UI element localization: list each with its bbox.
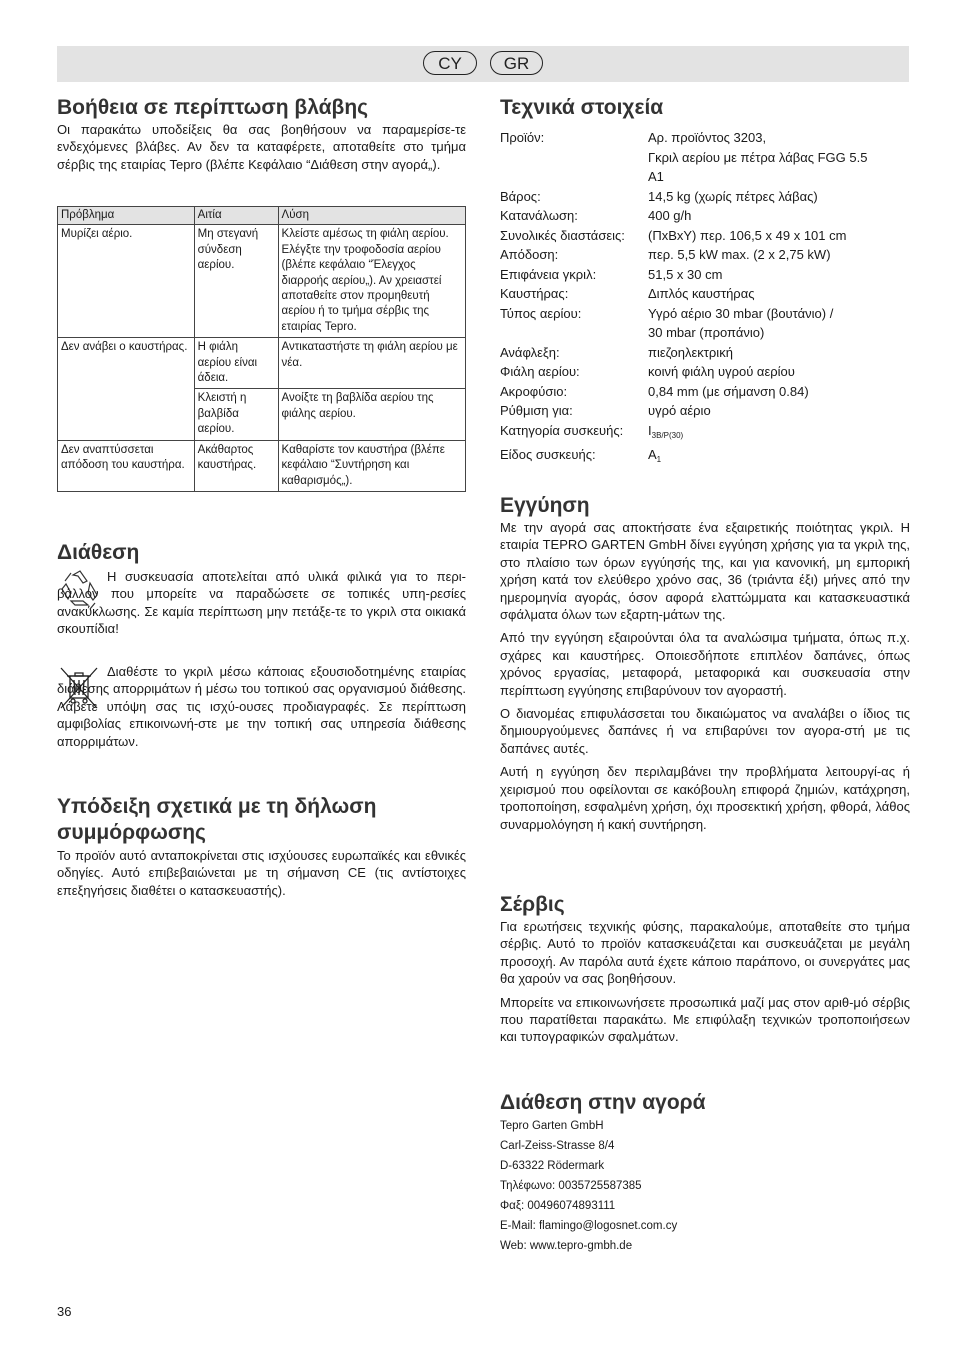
cell-solution: Καθαρίστε τον καυστήρα (βλέπε κεφάλαιο “Συντήρηση και καθαρισμός„). [278, 440, 465, 491]
email-line[interactable]: E-Mail: flamingo@logosnet.com.cy [500, 1220, 678, 1232]
spec-label: Βάρος: [500, 188, 541, 204]
spec-value-line: 51,5 x 30 cm [648, 266, 723, 282]
spec-value [648, 445, 910, 470]
spec-row [500, 206, 910, 226]
service-section [500, 892, 910, 1046]
spec-value-line: (ΠxΒxΥ) περ. 106,5 x 49 x 101 cm [648, 227, 847, 243]
cell-cause: Μη στεγανή σύνδεση αερίου. [194, 225, 278, 338]
spec-label: Ρύθμιση για: [500, 403, 573, 418]
spec-value [648, 284, 910, 304]
table-row [58, 440, 466, 491]
troubleshoot-title: Βοήθεια σε περίπτωση βλάβης [57, 96, 369, 119]
conformity-title-line2: συμμόρφωσης [57, 821, 206, 844]
spec-value-main: A [648, 447, 657, 462]
lang-badge-cy: CY [423, 51, 477, 75]
spec-value-line: 14,5 kg (χωρίς πέτρες λάβας) [648, 188, 818, 204]
spec-label: Ακροφύσιο: [500, 383, 568, 399]
spec-row [500, 284, 910, 304]
spec-row [500, 362, 910, 382]
warranty-paragraph: Από την εγγύηση εξαιρούνται όλα τα αναλώσιμα τμήματα, όπως π.χ. σχάρες και καυστήρες. Οποιεσδήποτε επιπλέον δαπάνες, όπως χρόνος εργασίας, μεταφορά, μεταφορικά και συσκευασία στην περίπτωση εγγύησης επιβαρύνουν τον αγοραστή. [500, 630, 910, 698]
spec-value [648, 304, 910, 343]
spec-value-line: πιεζοηλεκτρική [648, 344, 733, 360]
spec-row [500, 401, 910, 421]
service-title: Σέρβις [500, 893, 565, 916]
troubleshoot-table [57, 206, 466, 492]
spec-label: Κατανάλωση: [500, 208, 578, 223]
col-header-problem: Πρόβλημα [58, 207, 195, 225]
cell-problem: Δεν ανάβει ο καυστήρας. [58, 338, 195, 440]
spec-value [648, 382, 910, 402]
market-title: Διάθεση στην αγορά [500, 1091, 706, 1114]
conformity-title-line1: Υπόδειξη σχετικά με τη δήλωση [57, 795, 377, 818]
tech-spec-list [500, 128, 910, 470]
address-line: Carl-Zeiss-Strasse 8/4 [500, 1140, 615, 1152]
service-paragraph: Για ερωτήσεις τεχνικής φύσης, παρακαλούμε, αποταθείτε στο τμήμα σέρβις. Αυτό το προϊόν κατασκευάζεται και συσκευάζεται με μεγάλη προσοχή. Αν παρόλα αυτά έχετε κάποιο παράπονο, οι συνεργάτες μας θα χαρούν να σας βοηθήσουν. [500, 919, 910, 987]
warranty-section [500, 493, 910, 833]
table-row [58, 225, 466, 338]
spec-value-line: Γκριλ αερίου με πέτρα λάβας FGG 5.5 [648, 149, 868, 165]
lang-badge-gr: GR [490, 51, 543, 75]
spec-value [648, 343, 910, 363]
spec-value [648, 362, 910, 382]
recycle-paragraph [57, 568, 466, 638]
market-section [500, 1090, 910, 1256]
cell-solution: Ανοίξτε τη βαβλίδα αερίου της φιάλης αερίου. [278, 389, 465, 440]
spec-value [648, 128, 910, 187]
spec-label: Απόδοση: [500, 247, 559, 262]
service-paragraph: Μπορείτε να επικοινωνήσετε προσωπικά μαζί μας στον αριθ-μό σέρβις που παρατίθεται παρακάτω. Με επιφύλαξη τεχνικών τροποποιήσεων και τυπογραφικών σφαλμάτων. [500, 994, 910, 1045]
spec-row [500, 187, 910, 207]
web-line[interactable]: Web: www.tepro-gmbh.de [500, 1240, 633, 1252]
spec-label: Ανάφλεξη: [500, 344, 560, 360]
recycle-text: Η συσκευασία αποτελείται από υλικά φιλικά για το περι-βάλλον που μπορείτε να παραδώσετε σε τοπικές υπη-ρεσίες ανακύκλωσης. Σε καμία περίπτωση μην πετάξε-τε το γκριλ στα οικιακά σκουπίδια! [57, 569, 466, 637]
warranty-paragraph: Ο διανομέας επιφυλάσσεται του δικαιώματος να αναλάβει ο ίδιος τις δημιουργούμενες δαπάνες ή να επιβαρύνει τον αγορα-στή με τις δαπάνες αυτές. [500, 706, 910, 756]
conformity-section [57, 794, 466, 899]
phone-line: Τηλέφωνο: 0035725587385 [500, 1180, 642, 1192]
warranty-paragraph: Αυτή η εγγύηση δεν περιλαμβάνει την προβλήματα λειτουργί-ας ή χειρισμού που οφείλονται σε κακόβουλη επιφορά ζημιών, κατάχρηση, τροποποίηση, εσφαλμένη χρήση, όχι προσεκτική χρήση, φθορά, λάθος συναρμολόγηση ή κακή συντήρηση. [500, 764, 910, 832]
spec-label: Καυστήρας: [500, 286, 569, 301]
spec-row [500, 343, 910, 363]
warranty-paragraph: Με την αγορά σας αποκτήσατε ένα εξαιρετικής ποιότητας γκριλ. Η εταιρία TEPRO GARTEN GmbH δίνει εγγύηση χρήσης για τα γκριλ της, στο πλαίσιο των όρων εγγύησής της, και για κανονική, μη εμπορική χρήση κατά τον ελεύθερο χρόνο σας, 36 (τριάντα έξι) μήνες από την ημερομηνία αγοράς, όσον αφορά ελαττώμματα και κατασκευαστικά σφάλματα όλων των εξαρτη-μάτων της. [500, 520, 910, 623]
weee-paragraph [57, 663, 466, 750]
spec-value-sub: 3B/P(30) [651, 430, 684, 440]
spec-value-line: περ. 5,5 kW max. (2 x 2,75 kW) [648, 247, 831, 262]
header-bar [57, 46, 909, 82]
spec-row [500, 128, 910, 187]
address-line: D-63322 Rödermark [500, 1160, 605, 1172]
weee-text: Διαθέστε το γκριλ μέσω κάποιας εξουσιοδοτημένης εταιρίας διάθεσης απορριμάτων ή μέσω του τοπικού σας οργανισμού διάθεσης. Λάβετε υπόψη σας τις ισχύ-ουσες προδιαγραφές. Σε περίπτωση αμφιβολίας επικοινωνή-στε με την τοπική σας υπηρεσία διάθεσης απορριμάτων. [57, 664, 466, 749]
address-line: Tepro Garten GmbH [500, 1120, 604, 1132]
spec-row [500, 304, 910, 343]
spec-value-sub: 1 [656, 455, 662, 464]
spec-value-line: 0,84 mm (με σήμανση 0.84) [648, 383, 809, 399]
disposal-title: Διάθεση [57, 541, 140, 564]
spec-label: Συνολικές διαστάσεις: [500, 227, 625, 243]
spec-label: Επιφάνεια γκριλ: [500, 266, 597, 282]
spec-label: Προϊόν: [500, 130, 545, 145]
table-row [58, 338, 466, 389]
cell-cause: Ακάθαρτος καυστήρας. [194, 440, 278, 491]
spec-value [648, 265, 910, 285]
cell-problem: Δεν αναπτύσσεται απόδοση του καυστήρα. [58, 440, 195, 491]
spec-value-line: 30 mbar (προπάνιο) [648, 325, 765, 340]
tech-section [500, 95, 910, 121]
spec-value-line: 400 g/h [648, 208, 692, 223]
cell-cause: Κλειστή η βαλβίδα αερίου. [194, 389, 278, 440]
cell-solution: Κλείστε αμέσως τη φιάλη αερίου. Ελέγξτε την τροφοδοσία αερίου (βλέπε κεφάλαιο “Έλεγχος διαρροής αερίου„). Αν χρειαστεί αποταθείτε στον προμηθευτή αερίου ή το τμήμα σέρβις της εταιρίας Tepro. [278, 225, 465, 338]
spec-label: Είδος συσκευής: [500, 447, 596, 462]
spec-row-category [500, 421, 910, 446]
spec-label: Φιάλη αερίου: [500, 364, 580, 379]
disposal-section [57, 540, 466, 566]
spec-value-main: I [648, 422, 652, 438]
spec-value-line: Διπλός καυστήρας [648, 286, 755, 301]
spec-value [648, 245, 910, 265]
spec-value-line: υγρό αέριο [648, 403, 711, 418]
spec-label: Κατηγορία συσκευής: [500, 422, 624, 438]
spec-value-line: Αρ. προϊόντος 3203, [648, 130, 767, 145]
fax-line: Φαξ: 00496074893111 [500, 1200, 616, 1212]
troubleshoot-section [57, 95, 466, 173]
cell-solution: Αντικαταστήστε τη φιάλη αερίου με νέα. [278, 338, 465, 389]
spec-row [500, 245, 910, 265]
col-header-solution: Λύση [278, 207, 465, 225]
spec-value [648, 421, 910, 446]
spec-value-line: Υγρό αέριο 30 mbar (βουτάνιο) / [648, 305, 834, 321]
warranty-title: Εγγύηση [500, 494, 590, 517]
spec-value [648, 187, 910, 207]
spec-row [500, 265, 910, 285]
spec-value [648, 206, 910, 226]
spec-row [500, 226, 910, 246]
cell-cause: Η φιάλη αερίου είναι άδεια. [194, 338, 278, 389]
col-header-cause: Αιτία [194, 207, 278, 225]
table-header-row [58, 207, 466, 225]
tech-title: Τεχνικά στοιχεία [500, 96, 664, 119]
spec-value [648, 226, 910, 246]
spec-value [648, 401, 910, 421]
troubleshoot-intro: Οι παρακάτω υποδείξεις θα σας βοηθήσουν να παραμερίσε-τε ενδεχόμενες βλάβες. Αν δεν τα καταφέρετε, αποταθείτε στο τμήμα σέρβις της εταιρίας Tepro (βλέπε Κεφάλαιο “Διάθεση στην αγορά„). [57, 122, 466, 172]
spec-label: Τύπος αερίου: [500, 305, 582, 321]
spec-value-line: κοινή φιάλη υγρού αερίου [648, 364, 795, 379]
conformity-text: Το προϊόν αυτό ανταποκρίνεται στις ισχύουσες ευρωπαϊκές και εθνικές οδηγίες. Αυτό επιβεβαιώνεται με τη σήμανση CE (τις αντίστοιχες επεξηγήσεις διαθέτει ο κατασκευαστής). [57, 848, 466, 898]
spec-row-type [500, 445, 910, 470]
cell-problem: Μυρίζει αέριο. [58, 225, 195, 338]
spec-value-line: A1 [648, 169, 664, 184]
page-number: 36 [57, 1304, 72, 1319]
spec-row [500, 382, 910, 402]
